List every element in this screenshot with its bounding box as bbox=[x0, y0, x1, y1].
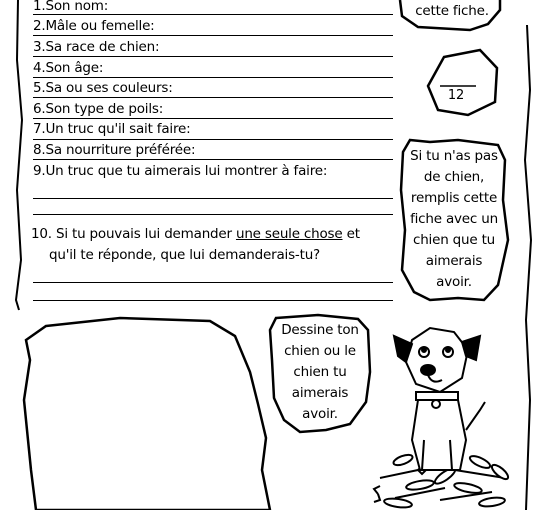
answer-line[interactable] bbox=[33, 300, 393, 301]
draw-bubble-line: chien ou le bbox=[284, 343, 356, 359]
side-bubble-line: aimerais bbox=[425, 253, 483, 269]
dog-on-bones-illustration bbox=[374, 328, 510, 509]
draw-bubble-text bbox=[272, 320, 368, 425]
question-10-line-1: 10. Si tu pouvais lui demander une seule chose et bbox=[31, 226, 360, 242]
side-bubble-line: de chien, bbox=[423, 169, 485, 185]
question-4-text: 4.Son âge: bbox=[33, 60, 104, 76]
score-badge-icon bbox=[428, 50, 497, 115]
answer-line[interactable] bbox=[33, 56, 393, 57]
side-bubble-line: fiche avec un bbox=[410, 211, 498, 227]
side-bubble-line: chien que tu bbox=[412, 232, 496, 248]
side-bubble-text bbox=[404, 146, 504, 293]
underlined-phrase: une seule chose bbox=[235, 226, 343, 242]
side-bubble-line: avoir. bbox=[436, 274, 472, 290]
answer-line[interactable] bbox=[33, 198, 393, 199]
question-6-text: 6.Son type de poils: bbox=[33, 101, 164, 117]
draw-bubble-line: avoir. bbox=[302, 406, 338, 422]
dog-tail bbox=[466, 402, 485, 430]
answer-line[interactable] bbox=[33, 77, 393, 78]
question-3-text: 3.Sa race de chien: bbox=[33, 39, 160, 55]
question-8-text: 8.Sa nourriture préférée: bbox=[33, 142, 196, 158]
answer-line[interactable] bbox=[33, 282, 393, 283]
dog-body bbox=[412, 400, 466, 470]
top-bubble-text: cette fiche. bbox=[415, 3, 489, 19]
score-label: 12 bbox=[447, 88, 465, 103]
answer-line[interactable] bbox=[33, 118, 393, 119]
question-9-text: 9.Un truc que tu aimerais lui montrer à faire: bbox=[33, 163, 328, 179]
draw-bubble-line: aimerais bbox=[291, 385, 349, 401]
right-page-border bbox=[525, 25, 531, 510]
question-5-text: 5.Sa ou ses couleurs: bbox=[33, 80, 173, 96]
question-7-text: 7.Un truc qu'il sait faire: bbox=[33, 121, 191, 137]
answer-line[interactable] bbox=[33, 139, 393, 140]
side-bubble-line: remplis cette bbox=[410, 190, 498, 206]
left-page-border bbox=[16, 0, 22, 310]
dog-collar bbox=[416, 392, 458, 400]
question-1-text: 1.Son nom: bbox=[33, 0, 109, 14]
answer-line[interactable] bbox=[33, 214, 393, 215]
answer-line[interactable] bbox=[33, 35, 393, 36]
question-2-text: 2.Mâle ou femelle: bbox=[33, 18, 155, 34]
answer-line[interactable] bbox=[33, 159, 393, 160]
answer-line[interactable] bbox=[33, 97, 393, 98]
side-bubble-line: Si tu n'as pas bbox=[410, 148, 498, 164]
draw-bubble-line: Dessine ton bbox=[281, 322, 359, 338]
answer-line[interactable] bbox=[33, 14, 393, 15]
drawing-area-shape bbox=[24, 318, 270, 510]
question-10-line-2: qu'il te réponde, que lui demanderais-tu? bbox=[49, 247, 321, 263]
draw-bubble-line: chien tu bbox=[293, 364, 347, 380]
